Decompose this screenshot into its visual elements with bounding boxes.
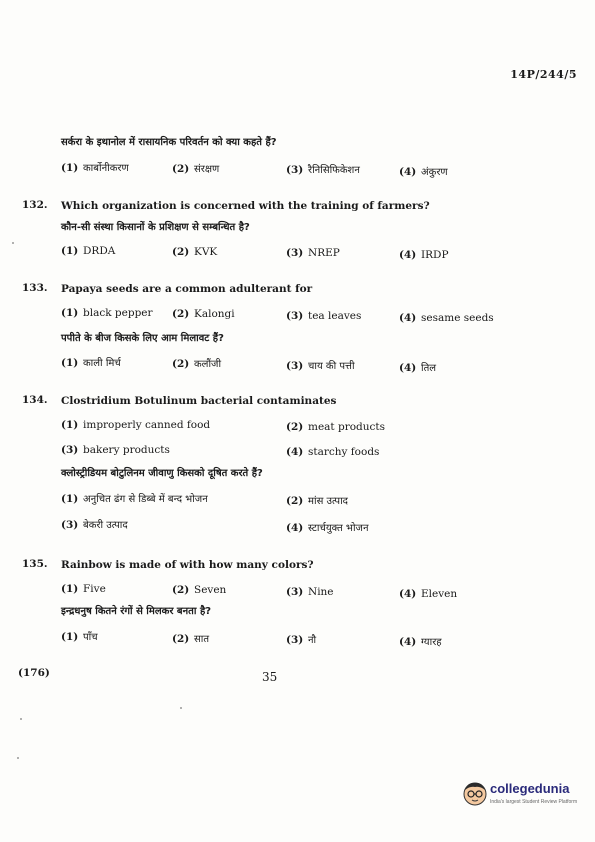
q134-number: 134. (22, 394, 48, 406)
q135-en-option-2-text: Seven (194, 584, 227, 596)
booklet-code: (176) (18, 667, 50, 679)
q133-en-option-3-num: (3) (286, 310, 304, 322)
q132-english-question: Which organization is concerned with the training of farmers? (61, 200, 430, 212)
q132-option-2-num: (2) (172, 246, 190, 258)
q131-option-1-num: (1) (61, 162, 79, 174)
q131-option-2-num: (2) (172, 163, 190, 175)
q135-english-question: Rainbow is made of with how many colors? (61, 559, 314, 571)
page-number: 35 (262, 670, 278, 684)
q131-option-4-num: (4) (399, 166, 417, 178)
q133-en-option-1-text: black pepper (83, 307, 153, 319)
q134-hi-option-3-text: बेकरी उत्पाद (83, 520, 128, 531)
q133-hi-option-3-text: चाय की पत्ती (308, 361, 355, 372)
brand-name: collegedunia (490, 781, 570, 796)
q134-en-option-4-num: (4) (286, 446, 304, 458)
q135-hi-option-4-text: ग्यारह (421, 637, 442, 648)
q133-hindi-question: पपीते के बीज किसके लिए आम मिलावट हैं? (61, 333, 224, 344)
q135-en-option-3-num: (3) (286, 586, 304, 598)
scan-speck (20, 718, 22, 720)
scan-speck (180, 707, 182, 709)
q133-hi-option-1-num: (1) (61, 357, 79, 369)
q135-hi-option-3-num: (3) (286, 634, 304, 646)
q135-hi-option-4-num: (4) (399, 636, 417, 648)
q132-option-2-text: KVK (194, 246, 218, 258)
q134-hi-option-2-text: मांस उत्पाद (308, 496, 348, 507)
q132-number: 132. (22, 199, 48, 211)
q134-en-option-4-text: starchy foods (308, 446, 380, 458)
q134-hindi-question: क्लोस्ट्रीडियम बोटुलिनम जीवाणु किसको दूषित करते हैं? (61, 468, 263, 479)
q134-hi-option-2-num: (2) (286, 495, 304, 507)
q135-en-option-3-text: Nine (308, 586, 334, 598)
q133-en-option-1-num: (1) (61, 307, 79, 319)
q135-hi-option-3-text: नौ (308, 635, 317, 646)
q133-en-option-2-text: Kalongi (194, 308, 235, 320)
q134-hi-option-4-text: स्टार्चयुक्त भोजन (308, 523, 369, 534)
q135-en-option-4-num: (4) (399, 588, 417, 600)
q133-hi-option-2-text: कलौंजी (194, 359, 222, 370)
q135-hi-option-2-num: (2) (172, 633, 190, 645)
q135-number: 135. (22, 558, 48, 570)
q135-hi-option-1-text: पाँच (83, 632, 98, 643)
q131-option-2-text: संरक्षण (194, 164, 220, 175)
q134-hi-option-1-num: (1) (61, 493, 79, 505)
q133-en-option-3-text: tea leaves (308, 310, 362, 322)
q135-en-option-1-num: (1) (61, 583, 79, 595)
scan-speck (12, 242, 14, 244)
scan-speck (17, 757, 19, 759)
q134-en-option-2-text: meat products (308, 421, 386, 433)
q135-en-option-2-num: (2) (172, 584, 190, 596)
q133-en-option-2-num: (2) (172, 308, 190, 320)
q135-hi-option-2-text: सात (194, 634, 210, 645)
paper-code: 14P/244/5 (510, 68, 577, 81)
q131-option-3-text: रैनिसिफिकेशन (308, 165, 360, 176)
q134-en-option-3-num: (3) (61, 444, 79, 456)
q133-en-option-4-text: sesame seeds (421, 312, 494, 324)
q132-option-4-num: (4) (399, 249, 417, 261)
collegedunia-watermark (462, 778, 582, 818)
q131-option-3-num: (3) (286, 164, 304, 176)
q132-option-1-num: (1) (61, 245, 79, 257)
q134-en-option-1-num: (1) (61, 419, 79, 431)
q132-option-1-text: DRDA (83, 245, 116, 257)
q133-hi-option-3-num: (3) (286, 360, 304, 372)
q134-en-option-3-text: bakery products (83, 444, 170, 456)
q135-hi-option-1-num: (1) (61, 631, 79, 643)
q132-option-3-text: NREP (308, 247, 340, 259)
q135-en-option-1-text: Five (83, 583, 106, 595)
q133-hi-option-4-num: (4) (399, 362, 417, 374)
q134-en-option-2-num: (2) (286, 421, 304, 433)
q132-option-3-num: (3) (286, 247, 304, 259)
q133-en-option-4-num: (4) (399, 312, 417, 324)
q134-en-option-1-text: improperly canned food (83, 419, 211, 431)
student-avatar-icon (462, 780, 488, 806)
q133-hi-option-4-text: तिल (421, 363, 437, 374)
q133-number: 133. (22, 282, 48, 294)
q131-option-1-text: कार्बोनीकरण (83, 163, 129, 174)
q134-hi-option-3-num: (3) (61, 519, 79, 531)
q134-hi-option-4-num: (4) (286, 522, 304, 534)
q134-hi-option-1-text: अनुचित ढंग से डिब्बे में बन्द भोजन (83, 494, 208, 505)
q135-en-option-4-text: Eleven (421, 588, 458, 600)
q132-hindi-question: कौन-सी संस्था किसानों के प्रशिक्षण से सम्बन्धित है? (61, 222, 250, 233)
brand-tagline: India's largest Student Review Platform (490, 799, 578, 805)
q133-english-question: Papaya seeds are a common adulterant for (61, 283, 313, 295)
q133-hi-option-2-num: (2) (172, 358, 190, 370)
q135-hindi-question: इन्द्रधनुष कितने रंगों से मिलकर बनता है? (61, 606, 212, 617)
q131-hindi-question: सर्करा के इथानोल में रासायनिक परिवर्तन को क्या कहते हैं? (61, 137, 277, 148)
q131-option-4-text: अंकुरण (421, 167, 448, 178)
q133-hi-option-1-text: काली मिर्च (83, 358, 121, 369)
q132-option-4-text: IRDP (421, 249, 449, 261)
q134-english-question: Clostridium Botulinum bacterial contaminates (61, 395, 337, 407)
